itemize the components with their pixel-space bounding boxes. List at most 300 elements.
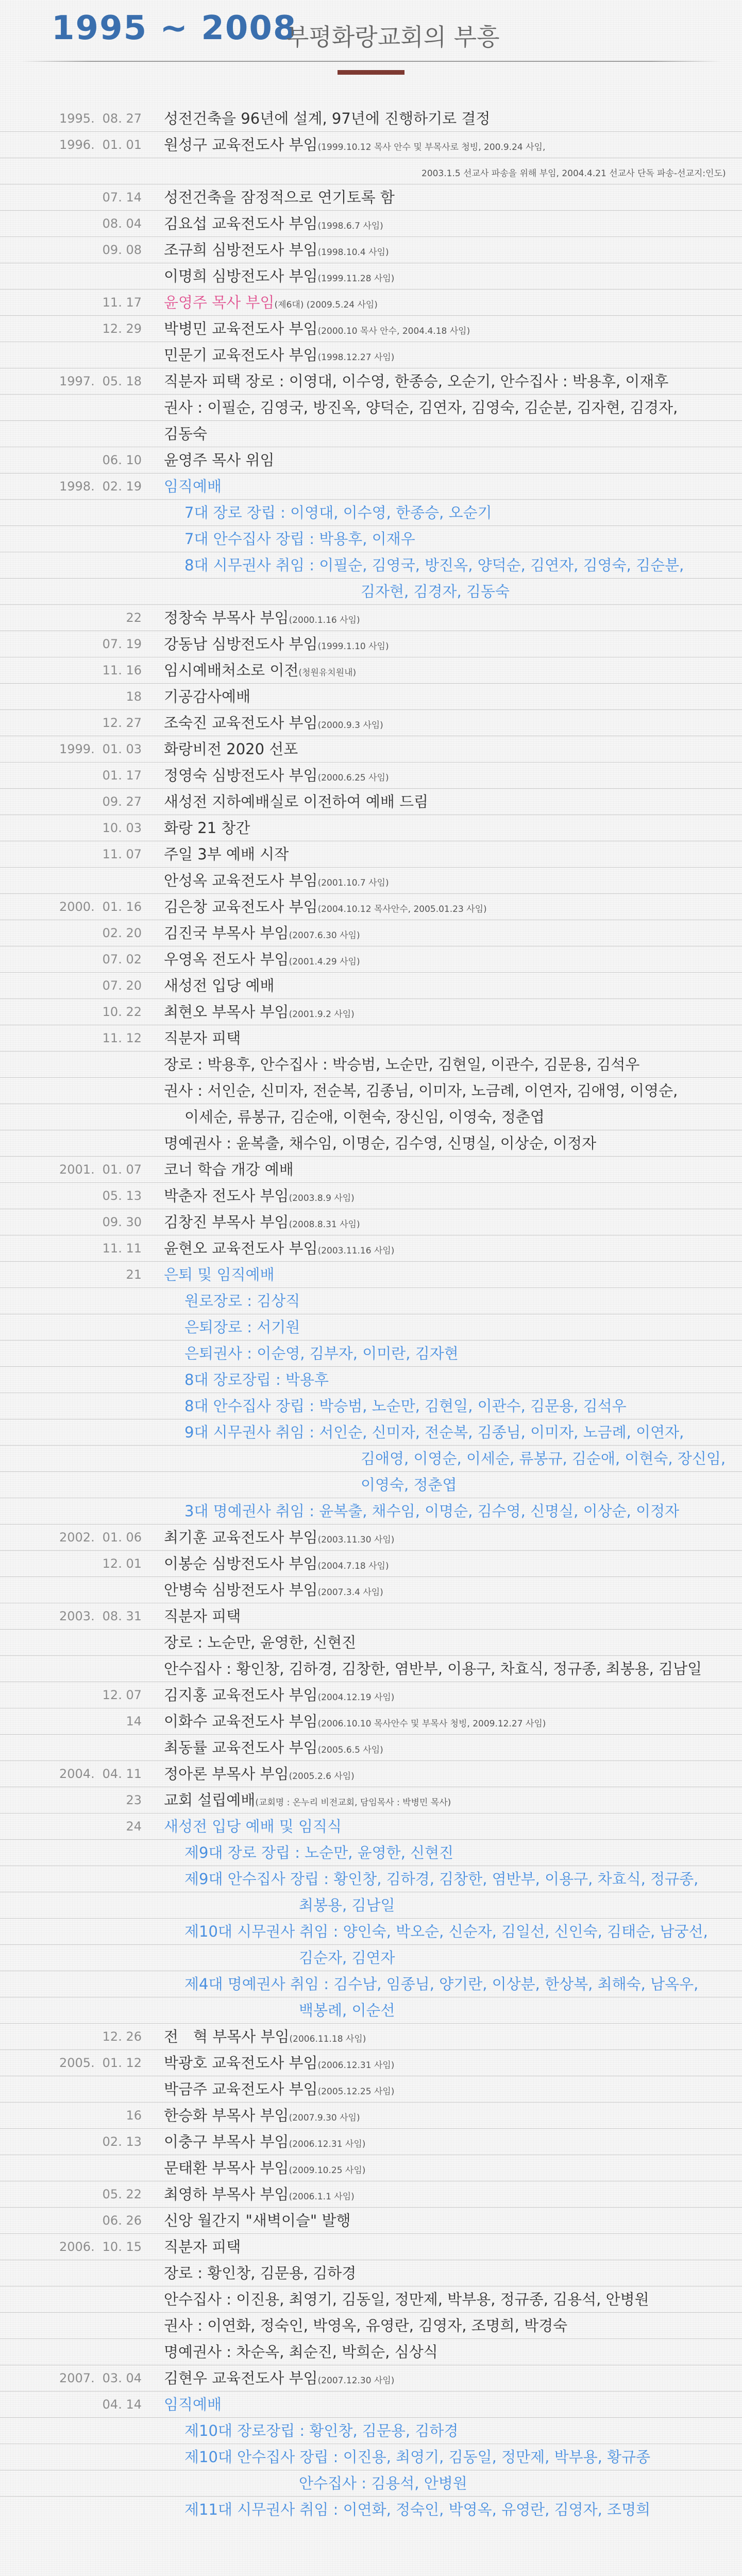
timeline-row <box>0 552 742 579</box>
row-main-text: 8대 안수집사 장립 : 박승범, 노순만, 김현일, 이관수, 김문용, 김석우 <box>184 1397 627 1415</box>
timeline-row <box>0 1078 742 1104</box>
row-date: 03. 04 <box>102 2371 142 2385</box>
row-text <box>164 2076 394 2105</box>
row-main-text: 은퇴 및 임직예배 <box>164 1266 275 1283</box>
timeline-row <box>0 1314 742 1341</box>
row-date: 11. 16 <box>102 663 142 677</box>
row-text <box>164 1551 389 1580</box>
timeline-row <box>0 1130 742 1157</box>
row-main-text: 정창숙 부목사 부임 <box>164 609 289 626</box>
row-date: 05. 13 <box>102 1189 142 1203</box>
row-text <box>184 1419 684 1446</box>
timeline-row <box>0 2076 742 2103</box>
row-main-text: 이봉순 심방전도사 부임 <box>164 1555 318 1572</box>
row-main-text: 제10대 안수집사 장립 : 이진용, 최영기, 김동일, 정만제, 박부용, 황규종 <box>184 2448 651 2466</box>
row-note: (2000.6.25 사임) <box>317 773 389 783</box>
row-text <box>164 1656 702 1682</box>
row-main-text: 장로 : 황인창, 김문용, 김하경 <box>164 2264 357 2282</box>
row-text <box>164 184 395 211</box>
row-main-text: 안수집사 : 김용석, 안병원 <box>299 2475 467 2492</box>
row-note: (1999.10.12 목사 안수 및 부목사로 청빙, 200.9.24 사임, <box>317 142 546 152</box>
row-note: (1998.6.7 사임) <box>317 221 383 231</box>
row-date: 01. 12 <box>102 2056 142 2070</box>
row-text <box>164 1682 394 1711</box>
row-main-text: 주일 3부 예배 시작 <box>164 845 289 863</box>
row-main-text: 김요섭 교육전도사 부임 <box>164 215 318 232</box>
row-main-text: 윤영주 목사 위임 <box>164 451 275 469</box>
row-text <box>164 1708 546 1737</box>
timeline-row <box>0 1157 742 1183</box>
row-text <box>164 132 545 161</box>
row-main-text: 김자현, 김경자, 김동숙 <box>361 583 510 600</box>
timeline-row <box>0 290 742 316</box>
row-main-text: 최봉용, 김남일 <box>299 1896 395 1914</box>
row-date: 11. 11 <box>102 1241 142 1256</box>
timeline-row <box>0 184 742 211</box>
row-date: 09. 30 <box>102 1215 142 1229</box>
row-main-text: 안수집사 : 이진용, 최영기, 김동일, 정만제, 박부용, 정규종, 김용석, 안병원 <box>164 2291 649 2308</box>
row-note: (2005.12.25 사임) <box>317 2087 395 2097</box>
row-text <box>164 316 470 345</box>
timeline-row <box>0 1235 742 1262</box>
timeline-row <box>0 1892 742 1919</box>
row-main-text: 김창진 부목사 부임 <box>164 1213 289 1231</box>
row-date: 01. 01 <box>102 138 142 152</box>
row-note: (2006.10.10 목사안수 및 부목사 청빙, 2009.12.27 사임) <box>317 1719 546 1729</box>
row-note: (2001.9.2 사임) <box>289 1009 355 1020</box>
row-text <box>164 973 275 999</box>
row-main-text: 최영하 부목사 부임 <box>164 2185 289 2203</box>
row-text <box>164 290 378 318</box>
row-note: (2000.10 목사 안수, 2004.4.18 사임) <box>317 326 470 336</box>
row-date: 02. 19 <box>102 479 142 494</box>
row-note: (2004.12.19 사임) <box>317 1692 395 1703</box>
timeline-row <box>0 2339 742 2365</box>
timeline-row <box>0 999 742 1025</box>
row-year: 1997. <box>59 374 95 388</box>
row-year: 1998. <box>59 479 95 494</box>
row-main-text: 안병숙 심방전도사 부임 <box>164 1581 318 1599</box>
row-date: 11. 07 <box>102 847 142 861</box>
row-note: (1999.1.10 사임) <box>317 641 389 652</box>
row-main-text: 김진국 부목사 부임 <box>164 924 289 942</box>
timeline-row <box>0 2286 742 2313</box>
row-main-text: 성전건축을 잠정적으로 연기토록 함 <box>164 189 395 206</box>
row-note: (2007.9.30 사임) <box>289 2113 360 2123</box>
timeline-row <box>0 920 742 946</box>
timeline-row <box>0 2497 742 2523</box>
row-text <box>164 1130 596 1157</box>
row-main-text: 제10대 시무권사 취임 : 양인숙, 박오순, 신순자, 김일선, 신인숙, 김태순, 남궁선, <box>184 1923 708 1940</box>
row-year: 2006. <box>59 2240 95 2254</box>
timeline-row <box>0 1025 742 1052</box>
timeline-row <box>0 473 742 500</box>
row-text <box>164 447 275 473</box>
row-main-text: 권사 : 이필순, 김영국, 방진옥, 양덕순, 김연자, 김영숙, 김순분, 김자현, 김경자, <box>164 399 678 416</box>
timeline-row <box>0 211 742 237</box>
row-date: 21 <box>126 1267 142 1282</box>
row-text <box>164 1524 394 1553</box>
row-text <box>184 1840 453 1866</box>
row-main-text: 화랑비전 2020 선포 <box>164 740 298 758</box>
timeline-row <box>0 657 742 684</box>
row-main-text: 강동남 심방전도사 부임 <box>164 635 318 653</box>
row-main-text: 이명희 심방전도사 부임 <box>164 267 318 285</box>
timeline-row <box>0 1997 742 2024</box>
row-text <box>184 1919 708 1945</box>
timeline-row <box>0 894 742 920</box>
timeline-row <box>0 2103 742 2129</box>
row-text <box>164 868 389 896</box>
row-text <box>299 1997 395 2024</box>
row-main-text: 원성구 교육전도사 부임 <box>164 136 318 154</box>
row-text <box>164 1577 383 1606</box>
row-text <box>184 1866 698 1892</box>
row-date: 24 <box>126 1819 142 1834</box>
row-text <box>164 1025 241 1052</box>
row-main-text: 윤현오 교육전도사 부임 <box>164 1240 318 1257</box>
row-main-text: 제11대 시무권사 취임 : 이연화, 정숙인, 박영옥, 유영란, 김영자, 조명희 <box>184 2501 651 2518</box>
row-text <box>164 789 428 815</box>
row-text <box>164 605 360 634</box>
row-main-text: 은퇴장로 : 서기원 <box>184 1318 300 1336</box>
row-text <box>164 1603 241 1630</box>
row-note: (2007.3.4 사임) <box>317 1587 383 1598</box>
row-text <box>164 657 356 686</box>
row-main-text: 7대 안수집사 장립 : 박용후, 이재우 <box>184 530 415 548</box>
timeline-row <box>0 1919 742 1945</box>
row-text <box>184 2444 650 2470</box>
row-text <box>164 2129 365 2158</box>
row-year: 2001. <box>59 1162 95 1177</box>
row-text <box>164 342 394 371</box>
row-text <box>361 1472 457 1498</box>
row-note: (교회명 : 온누리 비전교회, 담임목사 : 박병민 목사) <box>255 1798 451 1808</box>
row-date: 05. 22 <box>102 2187 142 2201</box>
timeline-row <box>0 946 742 973</box>
row-main-text: 박광호 교육전도사 부임 <box>164 2054 318 2072</box>
timeline-row <box>0 1656 742 1682</box>
row-text <box>164 2181 355 2210</box>
row-text <box>184 1498 679 1524</box>
row-date: 10. 22 <box>102 1005 142 1019</box>
timeline-row <box>0 132 742 158</box>
row-main-text: 직분자 피택 장로 : 이영대, 이수영, 한종승, 오순기, 안수집사 : 박용후, 이재후 <box>164 372 669 390</box>
row-text <box>164 762 389 791</box>
timeline-row <box>0 789 742 815</box>
timeline-row <box>0 1419 742 1446</box>
row-main-text: 임직예배 <box>164 478 222 495</box>
row-text <box>164 815 250 841</box>
row-text <box>164 710 383 739</box>
row-note: (2007.6.30 사임) <box>289 930 360 941</box>
timeline-row <box>0 2470 742 2497</box>
row-year: 1996. <box>59 138 95 152</box>
row-main-text: 정아론 부목사 부임 <box>164 1765 289 1783</box>
row-text <box>299 1945 395 1971</box>
row-text <box>164 1787 451 1816</box>
row-main-text: 권사 : 이연화, 정숙인, 박영옥, 유영란, 김영자, 조명희, 박경숙 <box>164 2317 568 2334</box>
timeline-row <box>0 1682 742 1708</box>
row-main-text: 교회 설립예배 <box>164 1791 256 1809</box>
row-date: 12. 01 <box>102 1556 142 1571</box>
row-date: 12. 27 <box>102 716 142 730</box>
row-main-text: 안성옥 교육전도사 부임 <box>164 872 318 889</box>
row-text <box>164 1052 639 1078</box>
timeline-row <box>0 605 742 631</box>
row-main-text: 최현오 부목사 부임 <box>164 1003 289 1021</box>
row-main-text: 화랑 21 창간 <box>164 819 250 837</box>
timeline-row <box>0 815 742 841</box>
row-year: 2005. <box>59 2056 95 2070</box>
timeline-row <box>0 868 742 894</box>
timeline-row <box>0 631 742 657</box>
row-main-text: 원로장로 : 김상직 <box>184 1292 300 1310</box>
timeline-row <box>0 158 742 184</box>
row-date: 02. 13 <box>102 2134 142 2149</box>
row-main-text: 신앙 월간지 "새벽이슬" 발행 <box>164 2212 351 2229</box>
row-text <box>164 1183 355 1212</box>
timeline-row <box>0 2260 742 2286</box>
header-divider <box>21 61 721 62</box>
row-main-text: 코너 학습 개강 예배 <box>164 1161 294 1178</box>
row-main-text: 박춘자 전도사 부임 <box>164 1187 289 1205</box>
row-main-text: 우영옥 전도사 부임 <box>164 951 289 968</box>
row-text <box>184 1288 300 1314</box>
row-main-text: 전 혁 부목사 부임 <box>164 2028 290 2045</box>
row-main-text: 직분자 피택 <box>164 2238 241 2256</box>
row-main-text: 제9대 장로 장립 : 노순만, 윤영한, 신현진 <box>184 1844 454 1861</box>
row-text <box>164 2365 394 2394</box>
row-note: (2006.11.18 사임) <box>289 2034 366 2044</box>
row-text <box>184 1393 627 1419</box>
row-text <box>164 1209 360 1238</box>
row-date: 09. 08 <box>102 243 142 257</box>
row-main-text: 직분자 피택 <box>164 1029 241 1047</box>
row-main-text: 8대 시무권사 취임 : 이필순, 김영국, 방진옥, 양덕순, 김연자, 김영숙, 김순분, <box>184 556 684 574</box>
timeline-row <box>0 1052 742 1078</box>
timeline-row <box>0 316 742 342</box>
row-text <box>164 106 490 132</box>
timeline-row <box>0 526 742 552</box>
row-date: 08. 04 <box>102 216 142 231</box>
timeline-row <box>0 447 742 473</box>
row-main-text: 윤영주 목사 부임 <box>164 294 275 311</box>
row-main-text: 이충구 부목사 부임 <box>164 2133 289 2150</box>
row-text <box>164 2024 366 2053</box>
row-text <box>164 2339 438 2365</box>
row-date: 08. 27 <box>102 111 142 126</box>
row-date: 04. 11 <box>102 1767 142 1781</box>
row-note: (청원유치원내) <box>298 668 357 678</box>
row-date: 18 <box>126 689 142 704</box>
row-text <box>164 2234 241 2260</box>
row-text <box>184 1104 545 1130</box>
timeline-row <box>0 2313 742 2339</box>
row-main-text: 이화수 교육전도사 부임 <box>164 1713 318 1730</box>
row-text <box>164 1235 394 1264</box>
row-main-text: 조숙진 교육전도사 부임 <box>164 714 318 732</box>
timeline-row <box>0 1472 742 1498</box>
row-date: 06. 10 <box>102 453 142 467</box>
row-main-text: 안수집사 : 황인창, 김하경, 김창한, 염반부, 이용구, 차효식, 정규종, 최봉용, 김남일 <box>164 1660 702 1677</box>
row-main-text: 정영숙 심방전도사 부임 <box>164 767 318 784</box>
timeline-row <box>0 2392 742 2418</box>
row-text <box>184 526 415 552</box>
row-note: (2007.12.30 사임) <box>317 2376 395 2386</box>
row-note: (2004.7.18 사임) <box>317 1561 389 1571</box>
row-date: 09. 27 <box>102 794 142 809</box>
timeline-row <box>0 1630 742 1656</box>
row-note: (2003.8.9 사임) <box>289 1193 355 1204</box>
row-text <box>164 894 487 923</box>
row-text <box>164 999 355 1028</box>
row-main-text: 김지홍 교육전도사 부임 <box>164 1686 318 1704</box>
timeline-row <box>0 1104 742 1130</box>
row-text <box>164 920 360 949</box>
row-note: (2006.12.31 사임) <box>289 2139 366 2149</box>
row-text <box>164 2050 394 2079</box>
timeline-row <box>0 1866 742 1892</box>
row-note: (1998.12.27 사임) <box>317 352 395 363</box>
timeline-row <box>0 2444 742 2470</box>
row-note: (1999.11.28 사임) <box>317 274 395 284</box>
row-date: 11. 12 <box>102 1031 142 1045</box>
row-main-text: 백봉례, 이순선 <box>299 2002 395 2019</box>
row-text <box>164 1735 383 1764</box>
row-text <box>164 1157 294 1183</box>
row-note: (제6대) (2009.5.24 사임) <box>274 300 378 310</box>
row-main-text: 새성전 입당 예배 및 임직식 <box>164 1818 342 1835</box>
row-text <box>164 237 389 266</box>
row-text <box>184 2418 458 2444</box>
row-date: 12. 29 <box>102 321 142 336</box>
row-text <box>164 2286 649 2313</box>
row-note: (2006.12.31 사임) <box>317 2060 395 2071</box>
row-date: 10. 03 <box>102 821 142 835</box>
timeline-row <box>0 237 742 263</box>
row-main-text: 9대 시무권사 취임 : 서인순, 신미자, 전순복, 김종님, 이미자, 노금례, 이연자, <box>184 1423 684 1441</box>
row-date: 07. 20 <box>102 978 142 993</box>
timeline-row <box>0 762 742 789</box>
timeline-row <box>0 2024 742 2050</box>
row-date: 07. 19 <box>102 637 142 651</box>
timeline-row <box>0 2129 742 2155</box>
timeline-row <box>0 1761 742 1787</box>
row-text <box>164 1814 342 1840</box>
row-note: (2008.8.31 사임) <box>289 1219 360 1230</box>
row-text <box>184 1314 300 1341</box>
row-date: 14 <box>126 1714 142 1728</box>
row-main-text: 이세순, 류봉규, 김순애, 이현숙, 장신임, 이영숙, 정춘엽 <box>184 1108 545 1126</box>
row-text <box>164 395 678 421</box>
row-date: 10. 15 <box>102 2240 142 2254</box>
row-note: (1998.10.4 사임) <box>317 247 389 258</box>
row-main-text: 조규희 심방전도사 부임 <box>164 241 318 259</box>
timeline-row <box>0 421 742 447</box>
row-text <box>361 579 510 605</box>
row-main-text: 박금주 교육전도사 부임 <box>164 2080 318 2098</box>
row-note: 2003.1.5 선교사 파송을 위해 부임, 2004.4.21 선교사 단독 파송-선교지:인도) <box>421 168 726 179</box>
row-main-text: 은퇴권사 : 이순영, 김부자, 이미란, 김자현 <box>184 1345 459 1362</box>
row-date: 07. 14 <box>102 190 142 205</box>
row-text <box>164 263 394 292</box>
timeline-row <box>0 1341 742 1367</box>
timeline-row <box>0 2365 742 2392</box>
row-date: 01. 16 <box>102 900 142 914</box>
row-note: (2000.9.3 사임) <box>317 720 383 731</box>
row-main-text: 새성전 입당 예배 <box>164 977 275 994</box>
row-date: 01. 17 <box>102 768 142 783</box>
row-text <box>164 368 668 395</box>
timeline-row <box>0 1498 742 1524</box>
row-main-text: 직분자 피택 <box>164 1607 241 1625</box>
row-main-text: 명예권사 : 윤복출, 채수임, 이명순, 김수영, 신명실, 이상순, 이정자 <box>164 1134 597 1152</box>
timeline-row <box>0 1577 742 1603</box>
row-main-text: 제10대 장로장립 : 황인창, 김문용, 김하경 <box>184 2422 459 2439</box>
timeline-row <box>0 1524 742 1551</box>
row-text <box>184 1971 698 1997</box>
timeline-row <box>0 1367 742 1393</box>
row-main-text: 장로 : 박용후, 안수집사 : 박승범, 노순만, 김현일, 이관수, 김문용, 김석우 <box>164 1056 640 1073</box>
timeline-row <box>0 1446 742 1472</box>
row-main-text: 새성전 지하예배실로 이전하여 예배 드림 <box>164 793 429 810</box>
row-year: 2007. <box>59 2371 95 2385</box>
timeline-row <box>0 1735 742 1761</box>
row-main-text: 김은창 교육전도사 부임 <box>164 898 318 916</box>
row-date: 02. 20 <box>102 926 142 940</box>
row-note: (2009.10.25 사임) <box>289 2165 366 2176</box>
row-year: 2000. <box>59 900 95 914</box>
timeline-row <box>0 1183 742 1209</box>
row-date: 01. 03 <box>102 742 142 756</box>
row-note: (2005.6.5 사임) <box>317 1745 383 1755</box>
row-year: 1995. <box>59 111 95 126</box>
row-note: (2005.2.6 사임) <box>289 1771 355 1782</box>
row-text <box>164 684 250 710</box>
row-text <box>164 1761 355 1790</box>
timeline-row <box>0 2234 742 2260</box>
timeline-row <box>0 1288 742 1314</box>
timeline-row <box>0 1945 742 1971</box>
row-text <box>164 2313 567 2339</box>
row-note: (2003.11.30 사임) <box>317 1535 395 1545</box>
row-text <box>164 841 289 868</box>
row-main-text: 제9대 안수집사 장립 : 황인창, 김하경, 김창한, 염반부, 이용구, 차효식, 정규종, <box>184 1870 699 1888</box>
row-date: 06. 26 <box>102 2213 142 2228</box>
row-main-text: 김현우 교육전도사 부임 <box>164 2369 318 2387</box>
row-main-text: 김순자, 김연자 <box>299 1949 395 1967</box>
row-text <box>164 2208 351 2234</box>
row-main-text: 김동숙 <box>164 425 208 443</box>
timeline-row <box>0 2208 742 2234</box>
row-text <box>184 552 684 579</box>
row-text <box>164 473 222 500</box>
row-note: (2000.1.16 사임) <box>289 615 360 625</box>
row-date: 08. 31 <box>102 1609 142 1623</box>
row-text <box>184 500 492 526</box>
row-date: 12. 26 <box>102 2029 142 2044</box>
header-title: 부평화랑교회의 부흥 <box>286 23 500 51</box>
row-date: 05. 18 <box>102 374 142 388</box>
row-date: 16 <box>126 2108 142 2123</box>
row-main-text: 3대 명예권사 취임 : 윤복출, 채수임, 이명순, 김수영, 신명실, 이상순, 이정자 <box>184 1502 680 1520</box>
timeline-row <box>0 1262 742 1288</box>
row-main-text: 김애영, 이영순, 이세순, 류봉규, 김순애, 이현숙, 장신임, <box>361 1450 726 1467</box>
timeline-row <box>0 1209 742 1235</box>
header-accent-bar <box>338 70 404 75</box>
timeline-row <box>0 263 742 290</box>
